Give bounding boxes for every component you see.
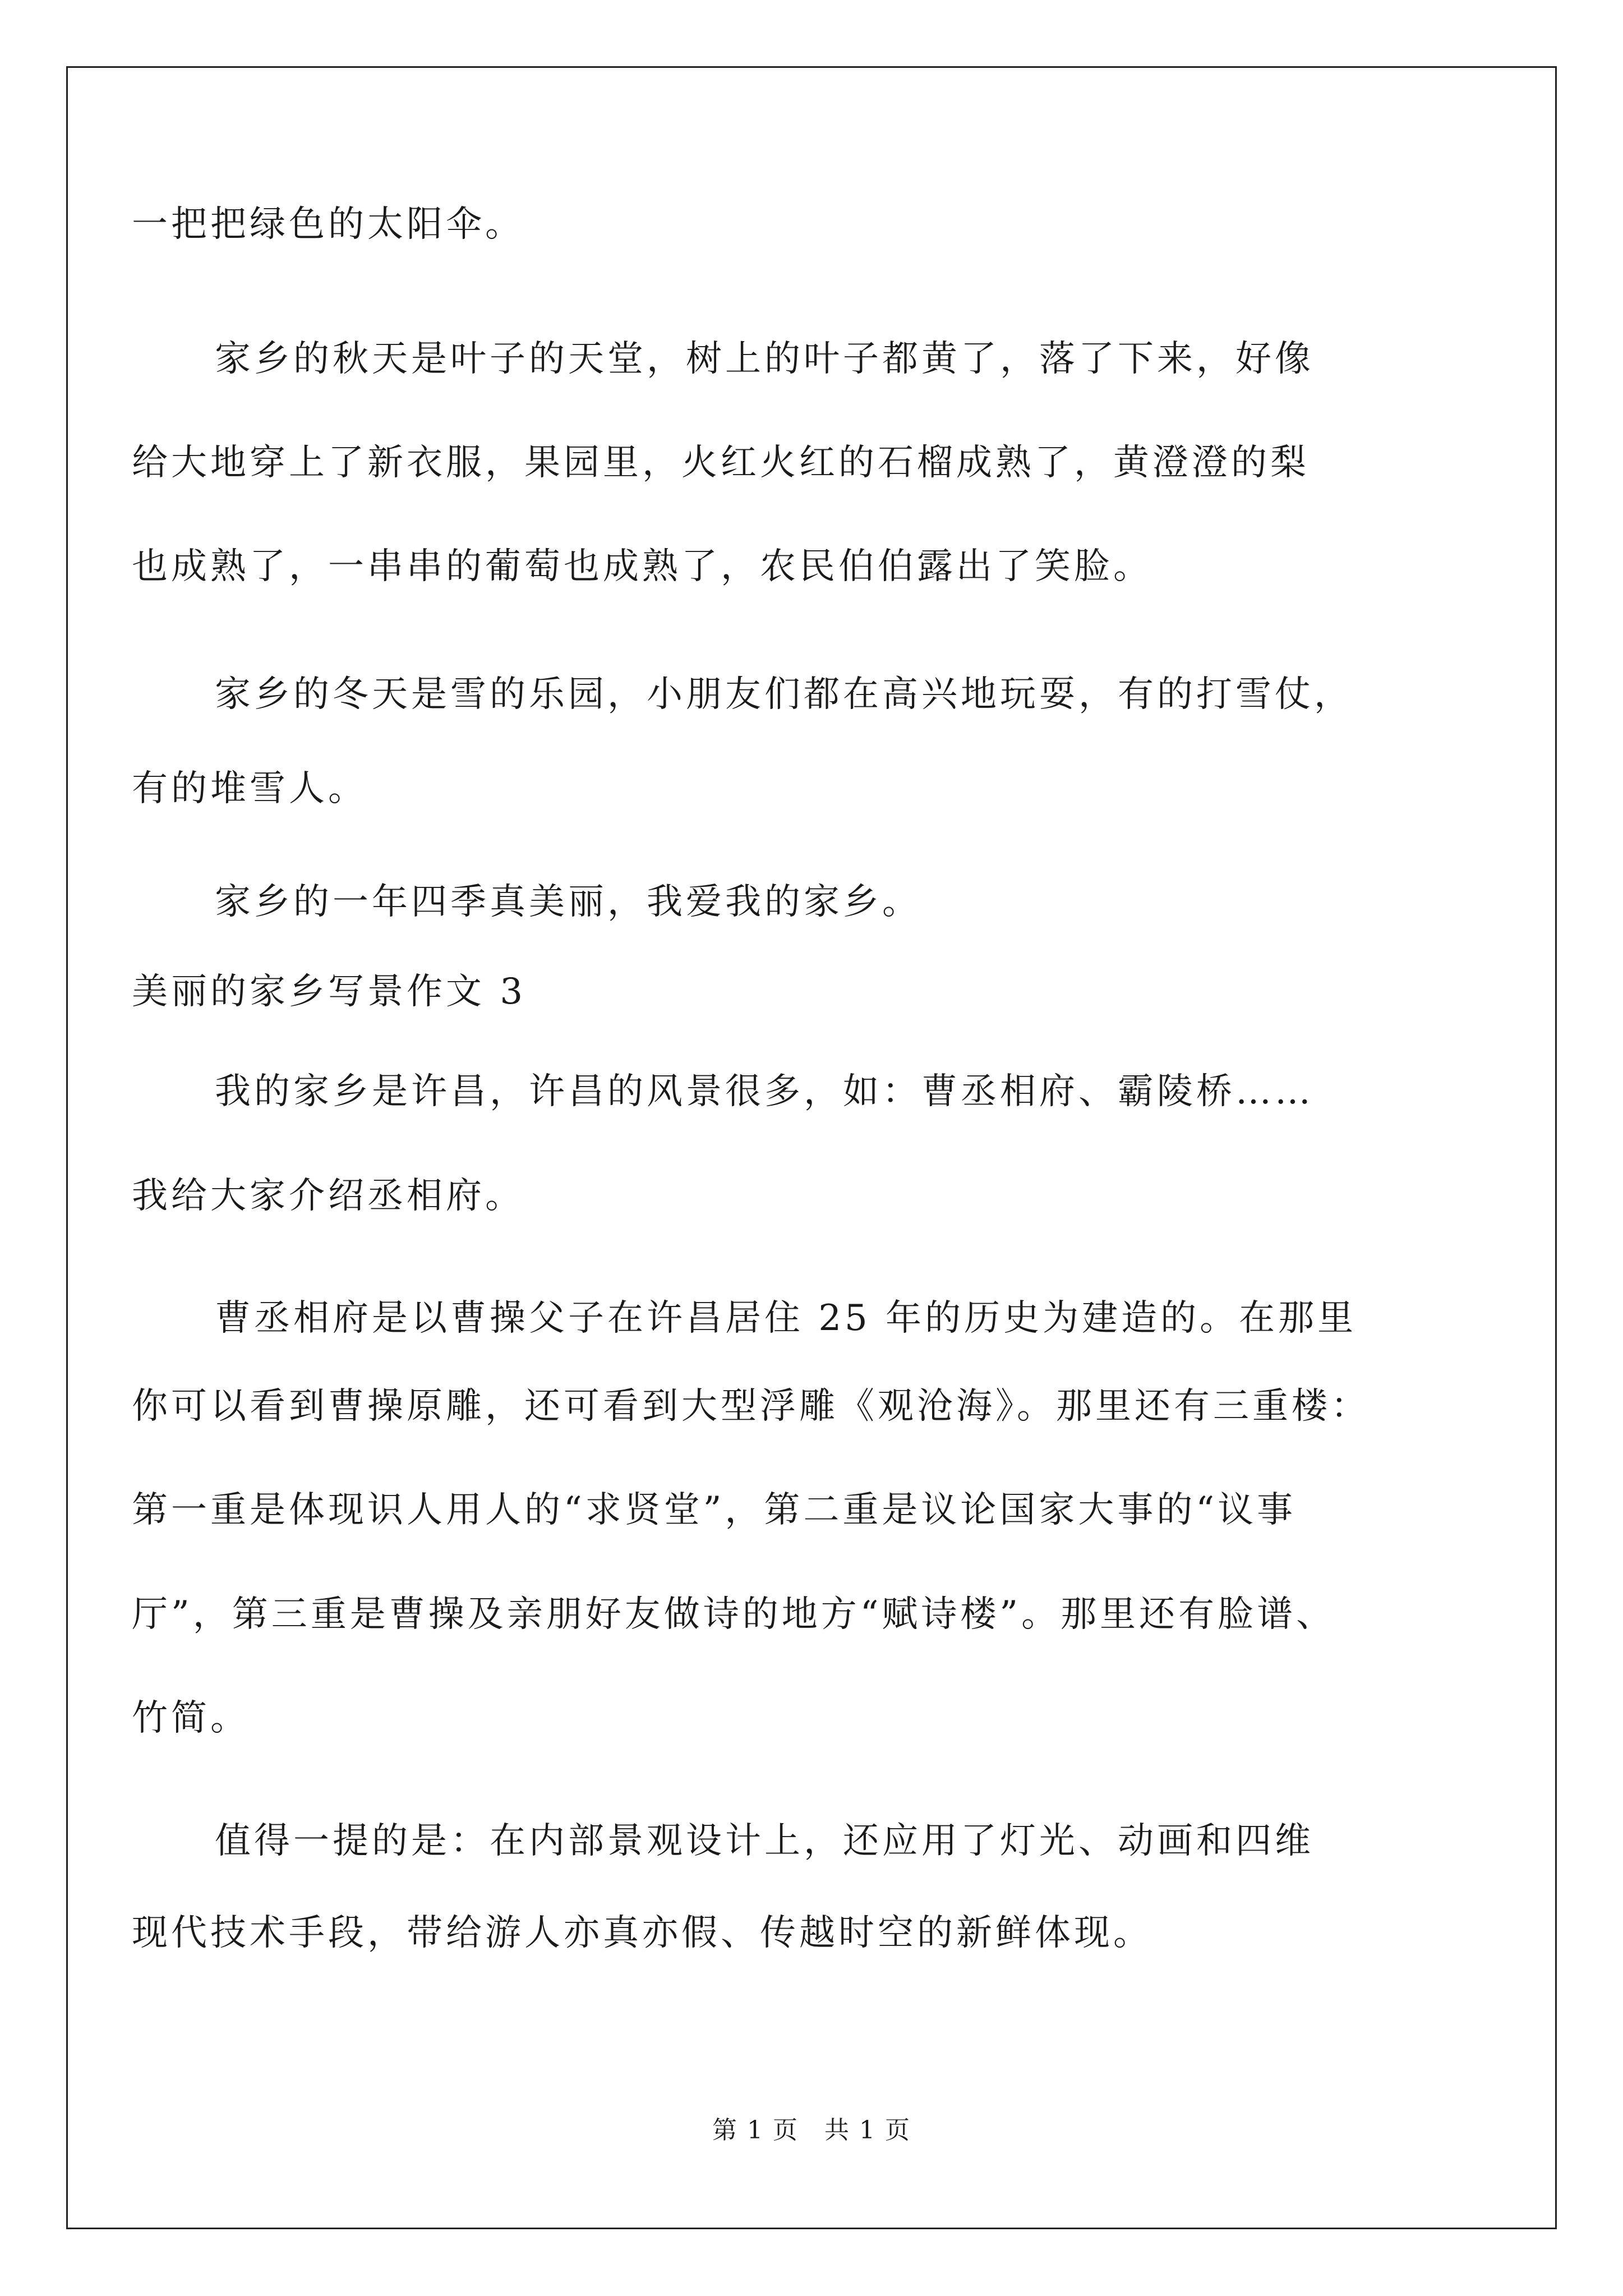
text-line: 你可以看到曹操原雕，还可看到大型浮雕《观沧海》。那里还有三重楼：: [132, 1386, 1370, 1427]
text-line: 我给大家介绍丞相府。: [132, 1175, 524, 1217]
section-heading: 美丽的家乡写景作文 3: [132, 971, 527, 1013]
text-line: 厅”，第三重是曹操及亲朋好友做诗的地方“赋诗楼”。那里还有脸谱、: [132, 1594, 1336, 1635]
text-line: 现代技术手段，带给游人亦真亦假、传越时空的新鲜体现。: [132, 1912, 1152, 1954]
text-line: 第一重是体现识人用人的“求贤堂”，第二重是议论国家大事的“议事: [132, 1489, 1297, 1531]
text-line: 我的家乡是许昌，许昌的风景很多，如：曹丞相府、霸陵桥……: [215, 1071, 1314, 1112]
text-line: 家乡的冬天是雪的乐园，小朋友们都在高兴地玩耍，有的打雪仗，: [215, 674, 1353, 715]
text-line: 家乡的一年四季真美丽，我爱我的家乡。: [215, 881, 921, 923]
text-line: 一把把绿色的太阳伞。: [132, 204, 524, 245]
text-line: 竹简。: [132, 1697, 250, 1739]
page-footer: 第 1 页 共 1 页: [712, 2116, 911, 2145]
text-line: 曹丞相府是以曹操父子在许昌居住 25 年的历史为建造的。在那里: [215, 1297, 1357, 1339]
page-border: [66, 66, 1557, 2229]
text-line: 有的堆雪人。: [132, 768, 367, 809]
text-line: 也成熟了，一串串的葡萄也成熟了，农民伯伯露出了笑脸。: [132, 546, 1152, 587]
text-line: 给大地穿上了新衣服，果园里，火红火红的石榴成熟了，黄澄澄的梨: [132, 442, 1310, 484]
text-line: 值得一提的是：在内部景观设计上，还应用了灯光、动画和四维: [215, 1820, 1314, 1862]
text-line: 家乡的秋天是叶子的天堂，树上的叶子都黄了，落了下来，好像: [215, 338, 1314, 380]
